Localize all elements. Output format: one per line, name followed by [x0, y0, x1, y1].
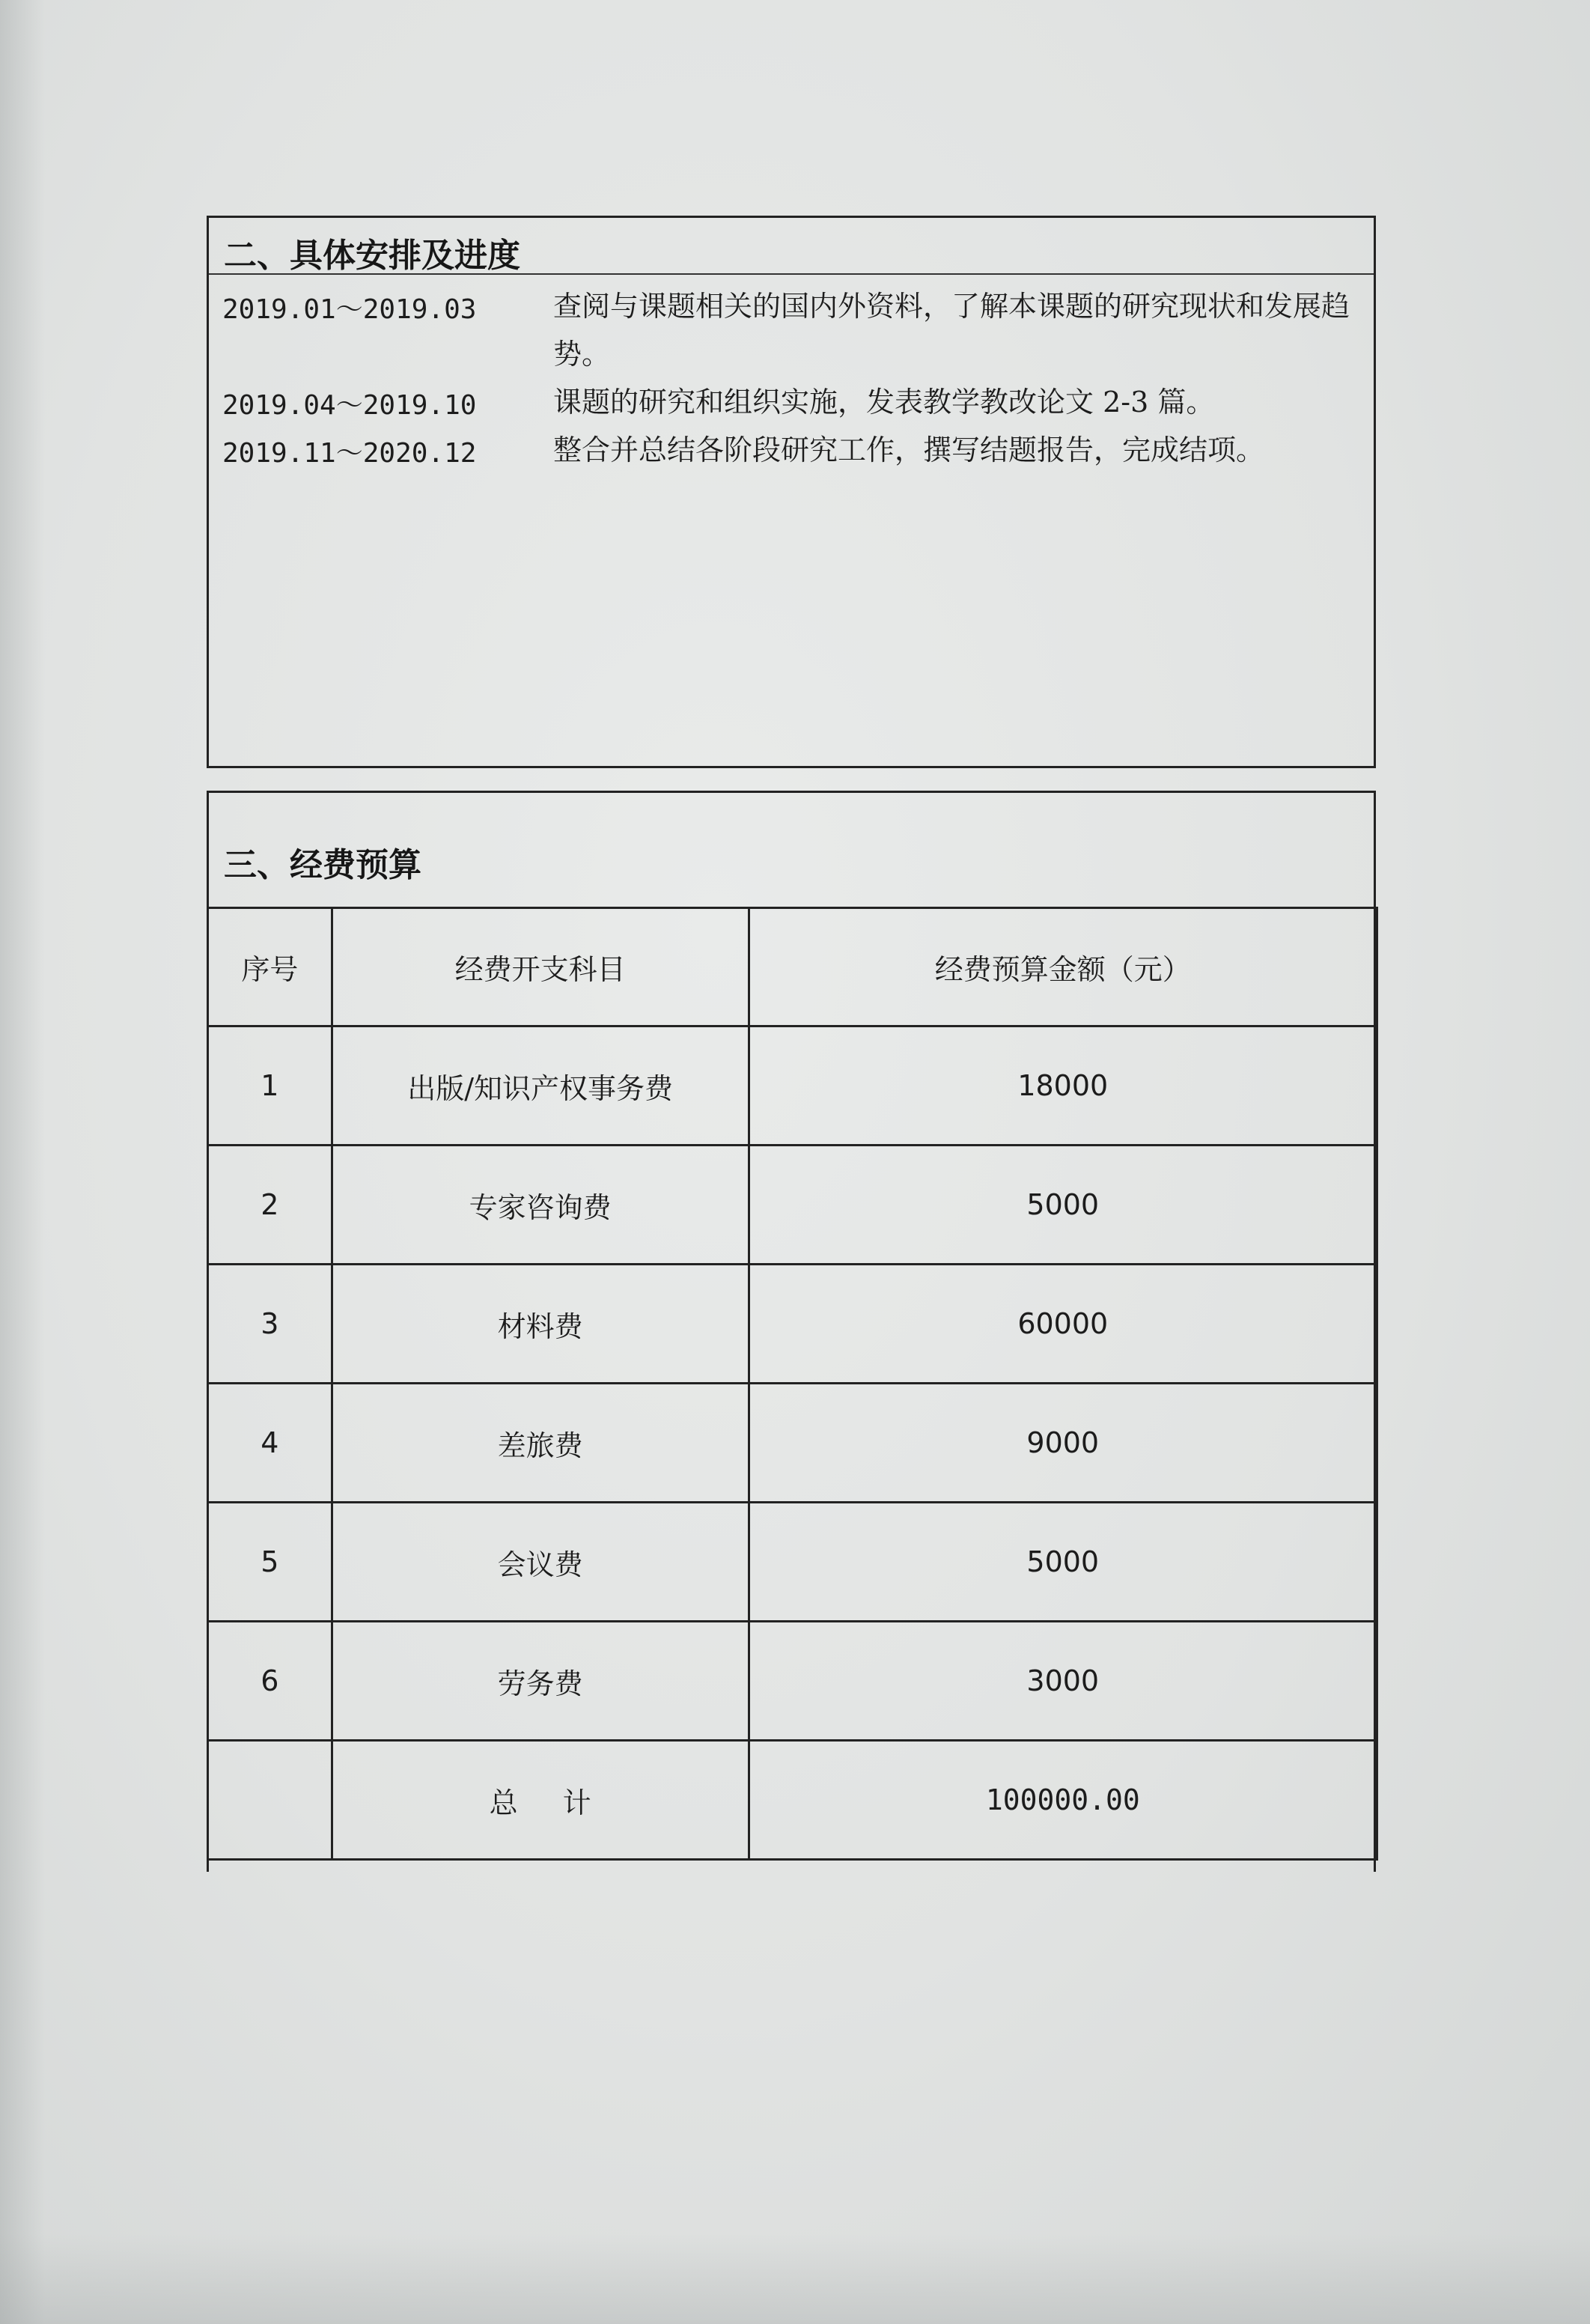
row-no: 5: [208, 1503, 332, 1622]
total-amount: 100000.00: [749, 1741, 1377, 1860]
schedule-text: 课题的研究和组织实施，发表教学教改论文 2-3 篇。: [553, 386, 1215, 419]
header-amount: 经费预算金额（元）: [749, 908, 1377, 1026]
table-row: [208, 1265, 1377, 1384]
table-row: [208, 1503, 1377, 1622]
schedule-title: 二、具体安排及进度: [224, 237, 520, 275]
header-item: 经费开支科目: [332, 908, 749, 1026]
row-no: 2: [208, 1146, 332, 1265]
schedule-period: 2019.01～2019.03: [222, 294, 477, 325]
header-no: 序号: [208, 908, 332, 1026]
row-no: 4: [208, 1384, 332, 1503]
row-item: 专家咨询费: [332, 1146, 749, 1265]
table-row: [208, 1146, 1377, 1265]
row-no: 1: [208, 1026, 332, 1146]
row-amount: 5000: [749, 1503, 1377, 1622]
row-amount: 5000: [749, 1146, 1377, 1265]
row-item: 材料费: [332, 1265, 749, 1384]
page-shadow: [0, 2234, 1590, 2324]
row-item: 差旅费: [332, 1384, 749, 1503]
total-row: [208, 1741, 1377, 1860]
table-row: [208, 1026, 1377, 1146]
schedule-text: 查阅与课题相关的国内外资料，了解本课题的研究现状和发展趋势。: [553, 290, 1350, 371]
schedule-text: 整合并总结各阶段研究工作，撰写结题报告，完成结项。: [553, 434, 1265, 466]
schedule-period: 2019.04～2019.10: [222, 390, 477, 421]
total-no: [208, 1741, 332, 1860]
table-row: [208, 1622, 1377, 1741]
schedule-section: [207, 216, 1376, 768]
budget-table: [207, 907, 1378, 1861]
row-amount: 3000: [749, 1622, 1377, 1741]
table-header-row: [208, 908, 1377, 1026]
page-shadow: [0, 0, 45, 2324]
row-amount: 9000: [749, 1384, 1377, 1503]
total-label: 总计: [332, 1741, 749, 1860]
row-item: 劳务费: [332, 1622, 749, 1741]
row-item: 出版/知识产权事务费: [332, 1026, 749, 1146]
row-amount: 18000: [749, 1026, 1377, 1146]
divider: [209, 273, 1374, 275]
row-no: 6: [208, 1622, 332, 1741]
budget-section: [207, 791, 1376, 1872]
table-row: [208, 1384, 1377, 1503]
row-amount: 60000: [749, 1265, 1377, 1384]
budget-title: 三、经费预算: [224, 846, 421, 884]
row-item: 会议费: [332, 1503, 749, 1622]
row-no: 3: [208, 1265, 332, 1384]
schedule-period: 2019.11～2020.12: [222, 438, 477, 469]
